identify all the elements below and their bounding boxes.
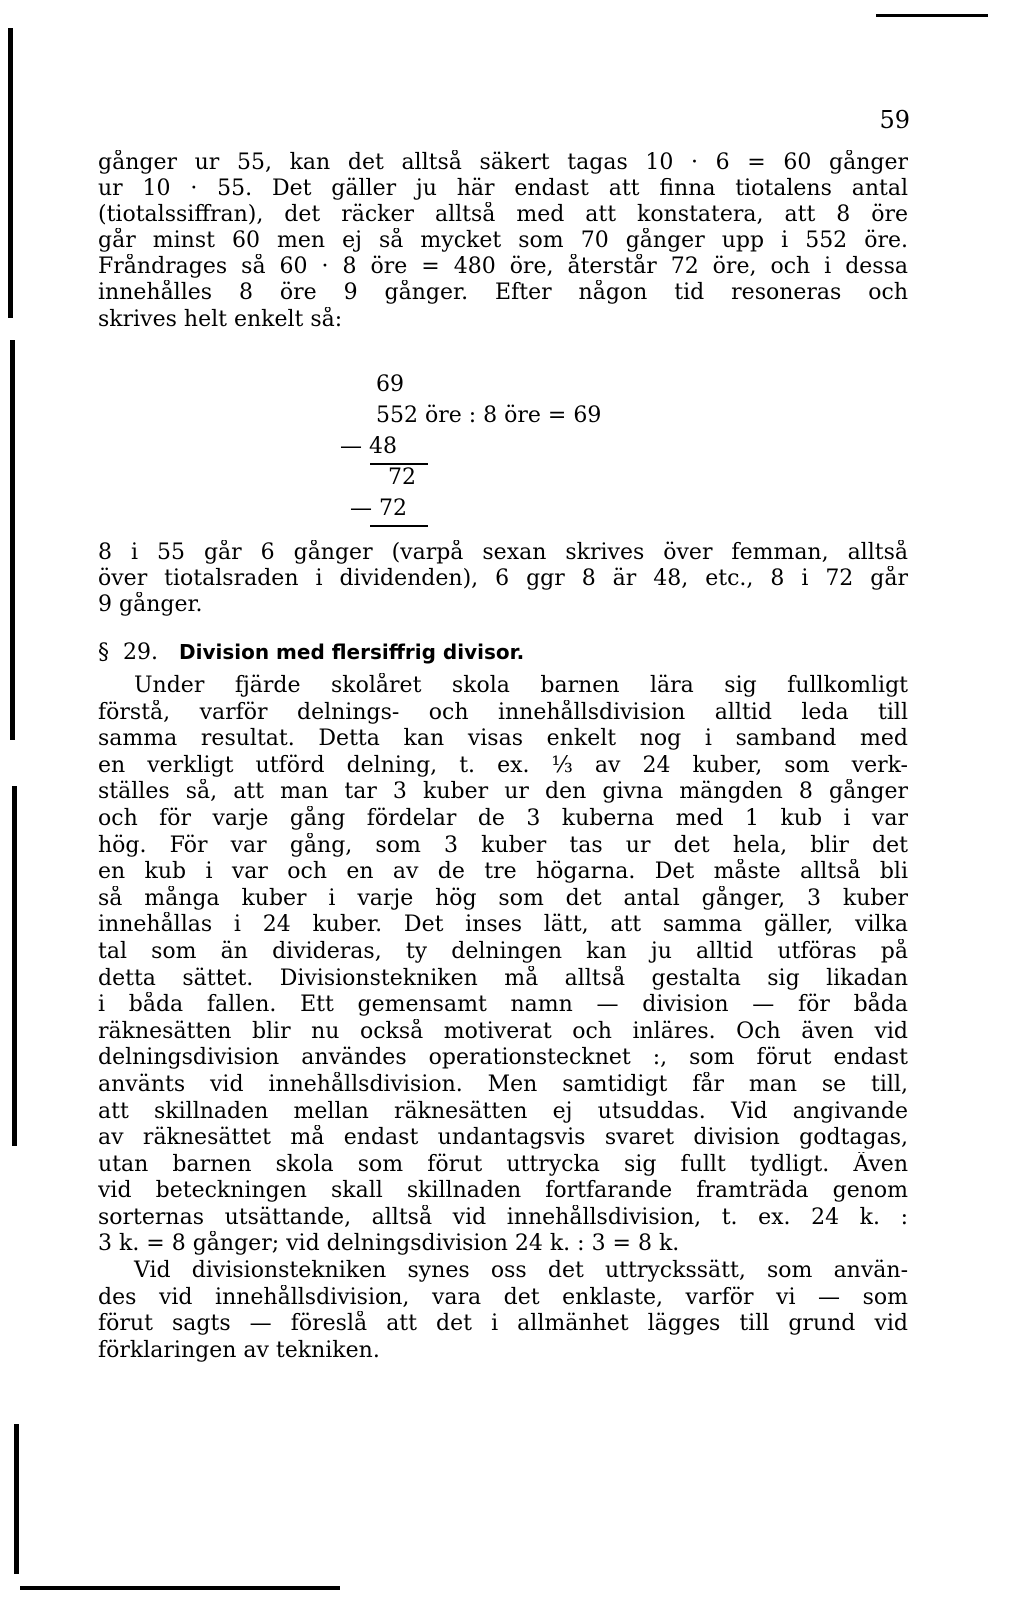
text-line: delningsdivision användes operationstecknet :, som förut endast xyxy=(98,1045,908,1071)
division-subtrahend-1: — 48 xyxy=(340,434,397,459)
scan-edge-left-4 xyxy=(14,1424,19,1574)
text-line: en verkligt utförd delning, t. ex. ⅓ av 24 kuber, som verk- xyxy=(98,752,908,778)
paragraph-2 xyxy=(98,540,908,618)
text-line: förut sagts — föreslå att det i allmänhet lägges till grund vid xyxy=(98,1311,908,1337)
section-number: 29. xyxy=(123,640,158,665)
text-line: detta sättet. Divisionstekniken må alltså gestalta sig likadan xyxy=(98,965,908,991)
text-line: över tiotalsraden i dividenden), 6 ggr 8 är 48, etc., 8 i 72 går xyxy=(98,566,908,592)
paragraph-3 xyxy=(98,673,908,1364)
text-line: Fråndrages så 60 · 8 öre = 480 öre, återstår 72 öre, och i dessa xyxy=(98,254,908,280)
section-title: Division med flersiffrig divisor. xyxy=(178,640,525,664)
text-line: (tiotalssiffran), det räcker alltså med att konstatera, att 8 öre xyxy=(98,202,908,228)
text-line: 9 gånger. xyxy=(98,592,203,618)
text-line: des vid innehållsdivision, vara det enklaste, varför vi — som xyxy=(98,1284,908,1310)
text-line: använts vid innehållsdivision. Men samtidigt får man se till, xyxy=(98,1071,908,1097)
text-line: gånger ur 55, kan det alltså säkert tagas 10 · 6 = 60 gånger xyxy=(98,150,908,175)
section-heading xyxy=(98,640,524,665)
text-line: går minst 60 men ej så mycket som 70 gånger upp i 552 öre. xyxy=(98,228,908,254)
text-line: och för varje gång fördelar de 3 kuberna med 1 kub i var xyxy=(98,805,908,831)
scan-edge-left-2 xyxy=(10,340,15,740)
text-line: hög. För var gång, som 3 kuber tas ur det hela, blir det xyxy=(98,832,908,858)
section-symbol: § xyxy=(98,640,109,665)
text-line: i båda fallen. Ett gemensamt namn — division — för båda xyxy=(98,992,908,1018)
division-quotient: 69 xyxy=(376,372,404,397)
scan-edge-left-3 xyxy=(12,786,17,1146)
text-line: samma resultat. Detta kan visas enkelt nog i samband med xyxy=(98,726,908,752)
text-line: utan barnen skola som förut uttrycka sig fullt tydligt. Även xyxy=(98,1151,908,1177)
division-remainder: 72 xyxy=(388,465,416,490)
text-line: ur 10 · 55. Det gäller ju här endast att finna tiotalens antal xyxy=(98,176,908,202)
text-line: så många kuber i varje hög som det antal gånger, 3 kuber xyxy=(98,885,908,911)
text-line: av räknesättet må endast undantagsvis svaret division godtagas, xyxy=(98,1125,908,1151)
text-line: sorternas utsättande, alltså vid innehållsdivision, t. ex. 24 k. : xyxy=(98,1204,908,1230)
scan-edge-left-1 xyxy=(8,28,13,318)
text-line: förklaringen av tekniken. xyxy=(98,1337,380,1363)
division-dividend: 552 öre : 8 öre = 69 xyxy=(376,403,602,428)
text-line: en kub i var och en av de tre högarna. Det måste alltså bli xyxy=(98,859,908,885)
text-line: 3 k. = 8 gånger; vid delningsdivision 24 k. : 3 = 8 k. xyxy=(98,1231,680,1257)
text-line: räknesätten blir nu också motiverat och inläres. Och även vid xyxy=(98,1018,908,1044)
text-line: innehålles 8 öre 9 gånger. Efter någon tid resoneras och xyxy=(98,280,908,306)
page-number: 59 xyxy=(879,106,910,134)
division-subtrahend-2: — 72 xyxy=(350,496,407,521)
text-line: ställes så, att man tar 3 kuber ur den givna mängden 8 gånger xyxy=(98,779,908,805)
text-line: innehållas i 24 kuber. Det inses lätt, att samma gäller, vilka xyxy=(98,912,908,938)
paragraph-1 xyxy=(98,150,908,333)
scan-edge-top xyxy=(876,14,988,17)
text-line: att skillnaden mellan räknesätten ej utsuddas. Vid angivande xyxy=(98,1098,908,1124)
text-line: förstå, varför delnings- och innehållsdivision alltid leda till xyxy=(98,699,908,725)
text-line: vid beteckningen skall skillnaden fortfarande framträda genom xyxy=(98,1178,908,1204)
scan-edge-bottom xyxy=(20,1586,340,1590)
text-line: skrives helt enkelt så: xyxy=(98,306,343,332)
text-line: Vid divisionstekniken synes oss det uttryckssätt, som använ- xyxy=(134,1258,908,1284)
text-line: 8 i 55 går 6 gånger (varpå sexan skrives över femman, alltså xyxy=(98,540,908,565)
text-line: Under fjärde skolåret skola barnen lära sig fullkomligt xyxy=(134,673,908,698)
division-rule-2 xyxy=(370,525,428,527)
text-line: tal som än divideras, ty delningen kan ju alltid utföras på xyxy=(98,938,908,964)
